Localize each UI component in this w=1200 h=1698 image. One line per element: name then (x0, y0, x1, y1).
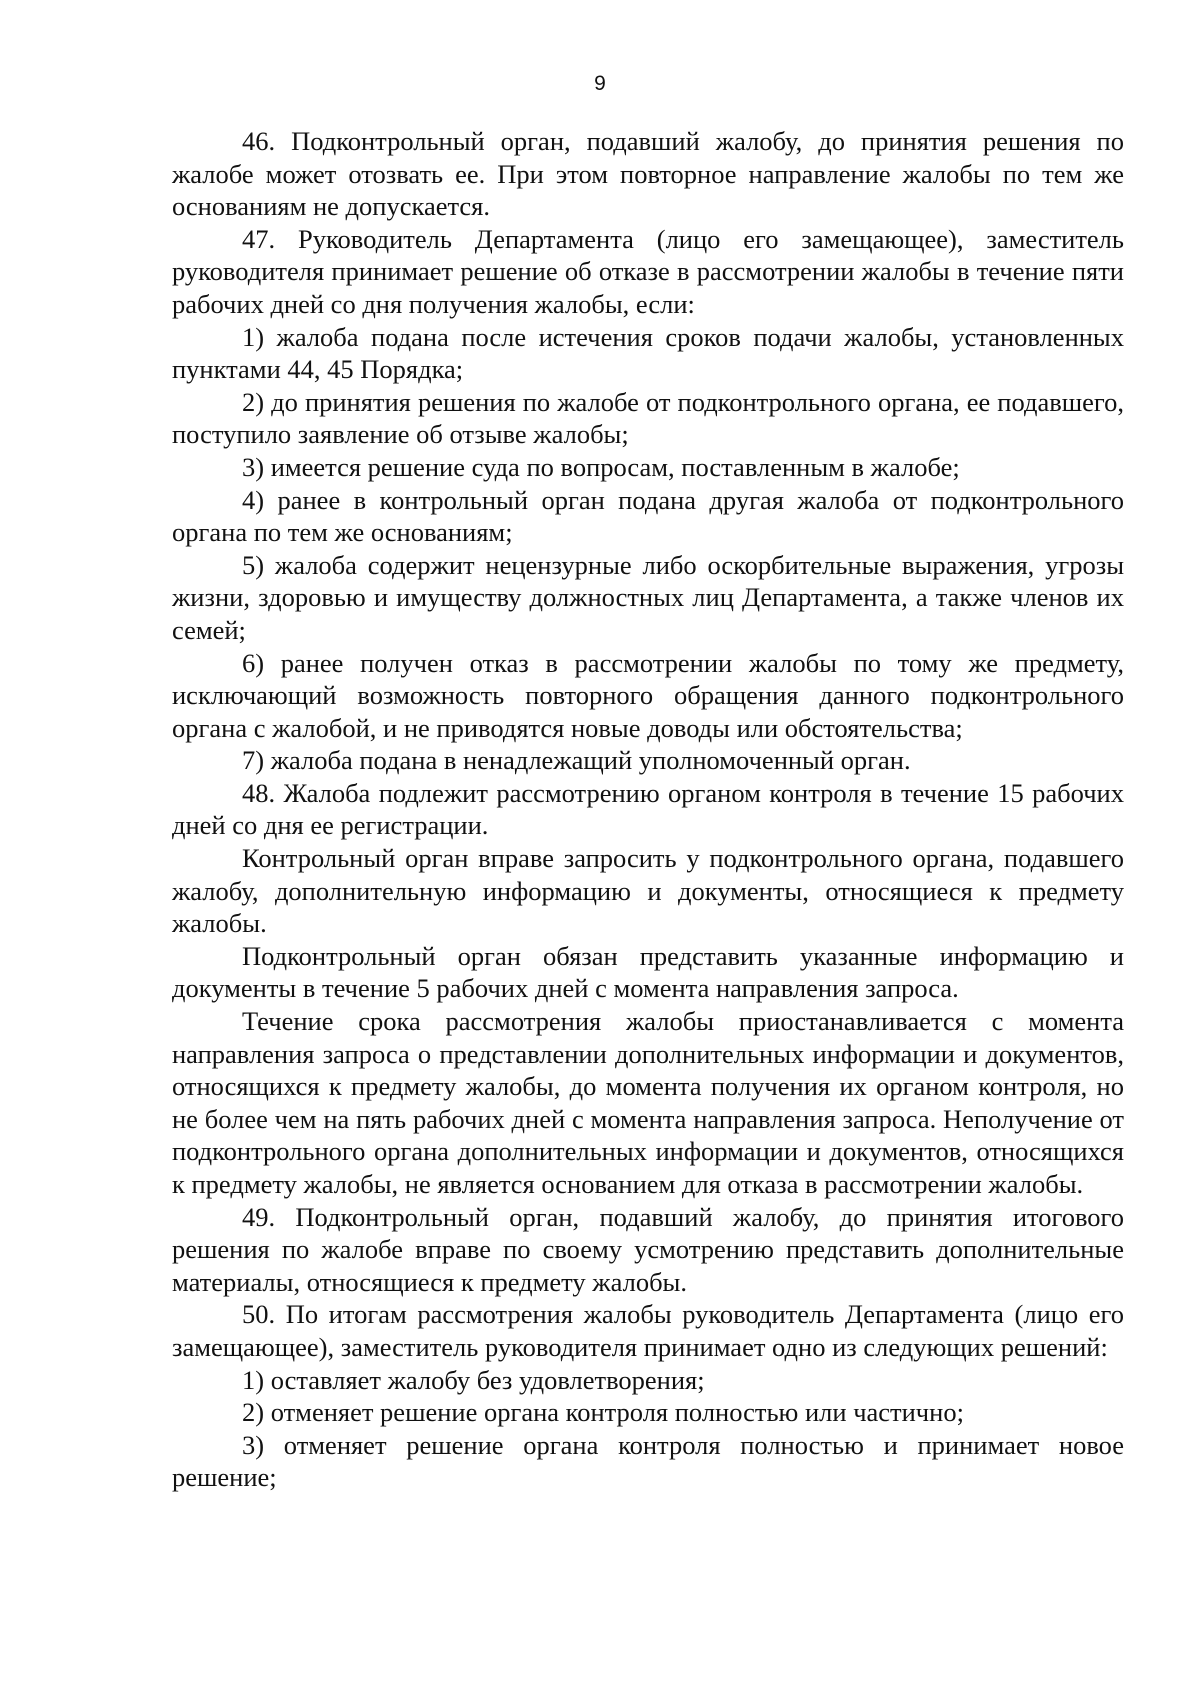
page-number: 9 (594, 72, 606, 95)
paragraph-48: 48. Жалоба подлежит рассмотрению органом контроля в течение 15 рабочих дней со дня ее регистрации. (172, 777, 1124, 841)
list-item-50-3: 3) отменяет решение органа контроля полностью и принимает новое решение; (172, 1429, 1124, 1493)
paragraph-48-obligation: Подконтрольный орган обязан представить указанные информацию и документы в течение 5 рабочих дней с момента направления запроса. (172, 940, 1124, 1004)
paragraph-49: 49. Подконтрольный орган, подавший жалобу, до принятия итогового решения по жалобе вправе по своему усмотрению представить дополнительные материалы, относящиеся к предмету жалобы. (172, 1201, 1124, 1297)
list-item-47-3: 3) имеется решение суда по вопросам, поставленным в жалобе; (242, 451, 960, 482)
list-item-47-4: 4) ранее в контрольный орган подана другая жалоба от подконтрольного органа по тем же основаниям; (172, 484, 1124, 548)
document-body (172, 125, 1124, 1494)
paragraph-48-suspension: Течение срока рассмотрения жалобы приостанавливается с момента направления запроса о представлении дополнительных информации и документов, относящихся к предмету жалобы, до момента получения их органом контроля, но не более чем на пять рабочих дней с момента направления запроса. Неполучение от подконтрольного органа дополнительных информации и документов, относящихся к предмету жалобы, не является основанием для отказа в рассмотрении жалобы. (172, 1006, 1124, 1199)
paragraph-46: 46. Подконтрольный орган, подавший жалобу, до принятия решения по жалобе может отозвать ее. При этом повторное направление жалобы по тем же основаниям не допускается. (172, 126, 1124, 222)
list-item-50-2: 2) отменяет решение органа контроля полностью или частично; (242, 1397, 964, 1428)
paragraph-48-request: Контрольный орган вправе запросить у подконтрольного органа, подавшего жалобу, дополнительную информацию и документы, относящиеся к предмету жалобы. (172, 843, 1124, 939)
list-item-50-1: 1) оставляет жалобу без удовлетворения; (242, 1364, 705, 1395)
paragraph-47: 47. Руководитель Департамента (лицо его замещающее), заместитель руководителя принимает решение об отказе в рассмотрении жалобы в течение пяти рабочих дней со дня получения жалобы, если: (172, 223, 1124, 319)
list-item-47-6: 6) ранее получен отказ в рассмотрении жалобы по тому же предмету, исключающий возможность повторного обращения данного подконтрольного органа с жалобой, и не приводятся новые доводы или обстоятельства; (172, 647, 1124, 743)
paragraph-50: 50. По итогам рассмотрения жалобы руководитель Департамента (лицо его замещающее), заместитель руководителя принимает одно из следующих решений: (172, 1299, 1124, 1362)
list-item-47-1: 1) жалоба подана после истечения сроков подачи жалобы, установленных пунктами 44, 45 Порядка; (172, 321, 1124, 385)
list-item-47-2: 2) до принятия решения по жалобе от подконтрольного органа, ее подавшего, поступило заявление об отзыве жалобы; (172, 386, 1124, 450)
list-item-47-7: 7) жалоба подана в ненадлежащий уполномоченный орган. (242, 745, 911, 776)
list-item-47-5: 5) жалоба содержит нецензурные либо оскорбительные выражения, угрозы жизни, здоровью и имуществу должностных лиц Департамента, а также членов их семей; (172, 549, 1124, 645)
